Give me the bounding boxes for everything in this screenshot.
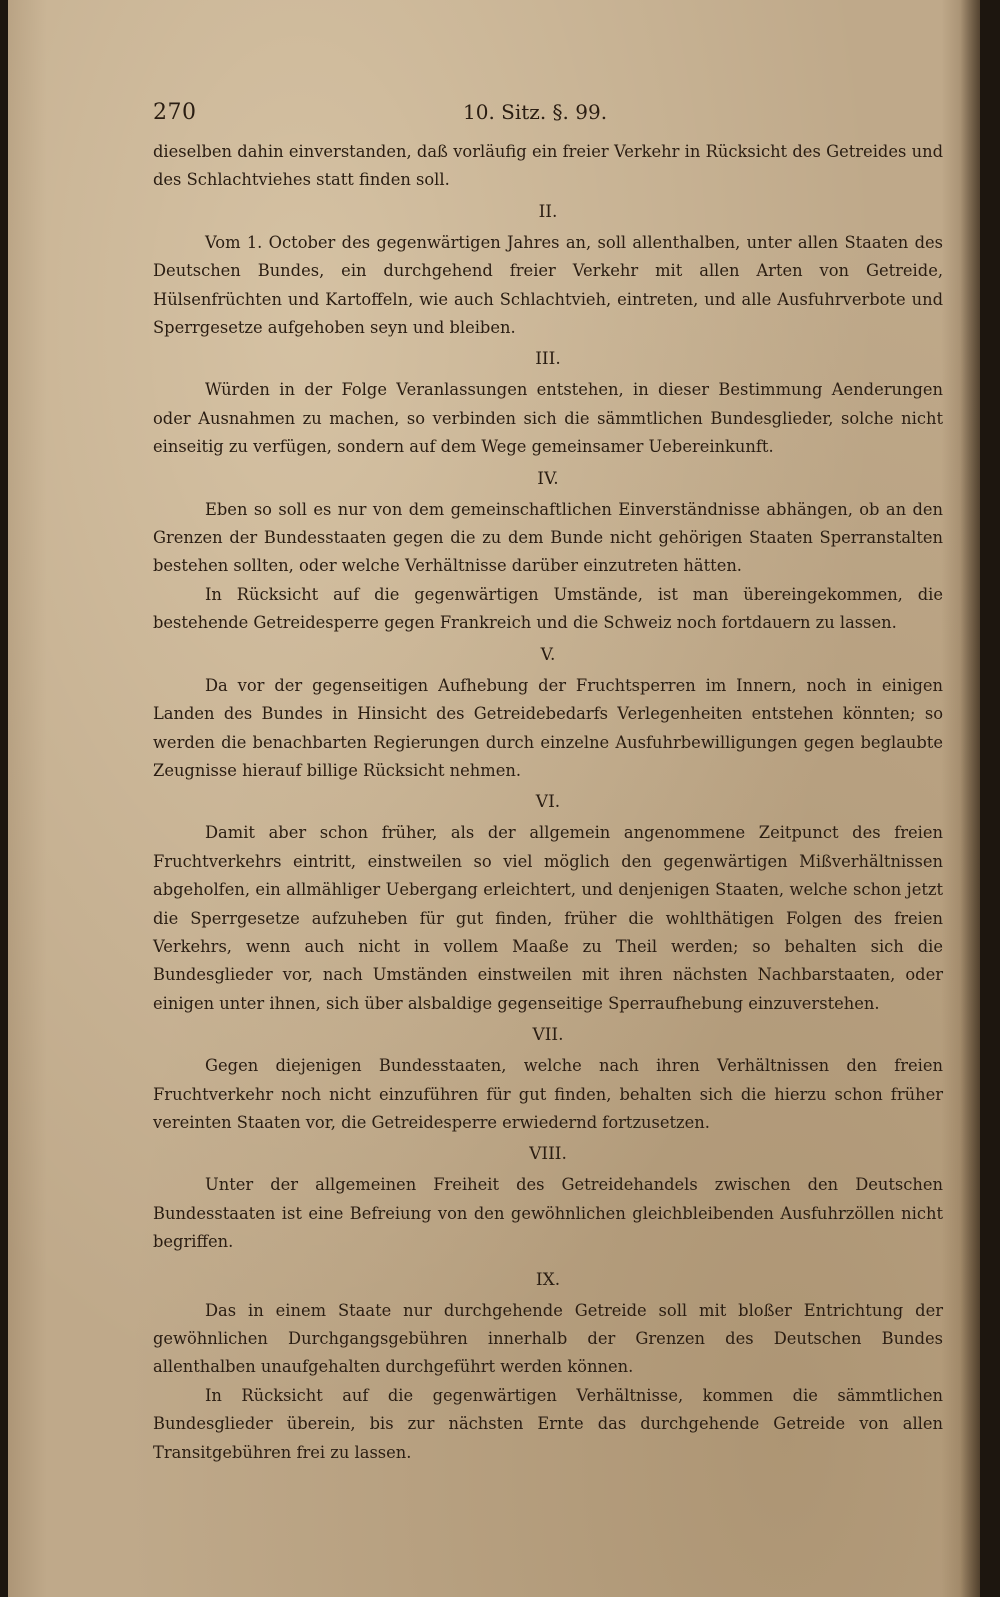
spacer bbox=[153, 1257, 943, 1263]
section-heading-vi: VI. bbox=[535, 792, 561, 813]
section-heading-ix: IX. bbox=[535, 1269, 561, 1290]
section-iv-paragraph-2: In Rücksicht auf die gegenwärtigen Umstände, ist man übereingekommen, die bestehende Getreidesperre gegen Frankreich und die Schweiz noch fortdauern zu lassen. bbox=[153, 584, 943, 633]
section-heading-iii: III. bbox=[535, 349, 561, 370]
intro-paragraph: dieselben dahin einverstanden, daß vorläufig ein freier Verkehr in Rücksicht des Getreides und des Schlachtviehes statt finden soll. bbox=[153, 142, 943, 190]
section-heading-viii: VIII. bbox=[529, 1144, 567, 1165]
section-v-paragraph: Da vor der gegenseitigen Aufhebung der Fruchtsperren im Innern, noch in einigen Landen des Bundes in Hinsicht des Getreidebedarfs Verlegenheiten entstehen könnten; so werden die benachbarten Regierungen durch einzelne Ausfuhrbewilligungen gegen beglaubte Zeugnisse hierauf billige Rücksicht nehmen. bbox=[153, 675, 943, 780]
page-edge-shadow bbox=[960, 0, 980, 1597]
page-header bbox=[153, 100, 943, 130]
document-page bbox=[8, 0, 980, 1597]
section-vii-paragraph: Gegen diejenigen Bundesstaaten, welche nach ihren Verhältnissen den freien Fruchtverkehr noch nicht einzuführen für gut finden, behalten sich die hierzu schon früher vereinten Staaten vor, die Getreidesperre erwiedernd fortzusetzen. bbox=[153, 1056, 943, 1132]
document-body bbox=[153, 138, 943, 1467]
section-vi-paragraph: Damit aber schon früher, als der allgemein angenommene Zeitpunct des freien Fruchtverkehrs eintritt, einstweilen so viel möglich den gegenwärtigen Mißverhältnissen abgeholfen, ein allmähliger Uebergang erleichtert, und denjenigen Staaten, welche schon jetzt die Sperrgesetze aufzuheben für gut finden, früher die wohlthätigen Folgen des freien Verkehrs, wenn auch nicht in vollem Maaße zu Theil werden; so behalten sich die Bundesglieder vor, nach Umständen einstweilen mit ihren nächsten Nachbarstaaten, oder einigen unter ihnen, sich über alsbaldige gegenseitige Sperraufhebung einzuverstehen. bbox=[153, 823, 943, 1013]
section-heading-v: V. bbox=[540, 644, 556, 665]
section-heading-ii: II. bbox=[538, 201, 558, 222]
section-heading-iv: IV. bbox=[537, 468, 559, 489]
running-head: 10. Sitz. §. 99. bbox=[463, 100, 608, 124]
section-iv-paragraph: Eben so soll es nur von dem gemeinschaftlichen Einverständnisse abhängen, ob an den Grenzen der Bundesstaaten gegen die zu dem Bunde nicht gehörigen Staaten Sperranstalten bestehen sollten, oder welche Verhältnisse darüber einzutreten hätten. bbox=[153, 499, 943, 576]
section-ii-paragraph: Vom 1. October des gegenwärtigen Jahres an, soll allenthalben, unter allen Staaten des Deutschen Bundes, ein durchgehend freier Verkehr mit allen Arten von Getreide, Hülsenfrüchten und Kartoffeln, wie auch Schlachtvieh, eintreten, und alle Ausfuhrverbote und Sperrgesetze aufgehoben seyn und bleiben. bbox=[153, 232, 943, 338]
section-iii-paragraph: Würden in der Folge Veranlassungen entstehen, in dieser Bestimmung Aenderungen oder Ausnahmen zu machen, so verbinden sich die sämmtlichen Bundesglieder, solche nicht einseitig zu verfügen, sondern auf dem Wege gemeinsamer Uebereinkunft. bbox=[153, 380, 943, 457]
section-viii-paragraph: Unter der allgemeinen Freiheit des Getreidehandels zwischen den Deutschen Bundesstaaten ist eine Befreiung von den gewöhnlichen gleichbleibenden Ausfuhrzöllen nicht begriffen. bbox=[153, 1175, 943, 1252]
section-ix-paragraph-2: In Rücksicht auf die gegenwärtigen Verhältnisse, kommen die sämmtlichen Bundesglieder überein, bis zur nächsten Ernte das durchgehende Getreide von allen Transitgebühren frei zu lassen. bbox=[153, 1385, 943, 1462]
section-heading-vii: VII. bbox=[532, 1025, 564, 1046]
section-ix-paragraph: Das in einem Staate nur durchgehende Getreide soll mit bloßer Entrichtung der gewöhnlichen Durchgangsgebühren innerhalb der Grenzen des Deutschen Bundes allenthalben unaufgehalten durchgeführt werden können. bbox=[153, 1300, 943, 1377]
page-number: 270 bbox=[153, 100, 197, 125]
